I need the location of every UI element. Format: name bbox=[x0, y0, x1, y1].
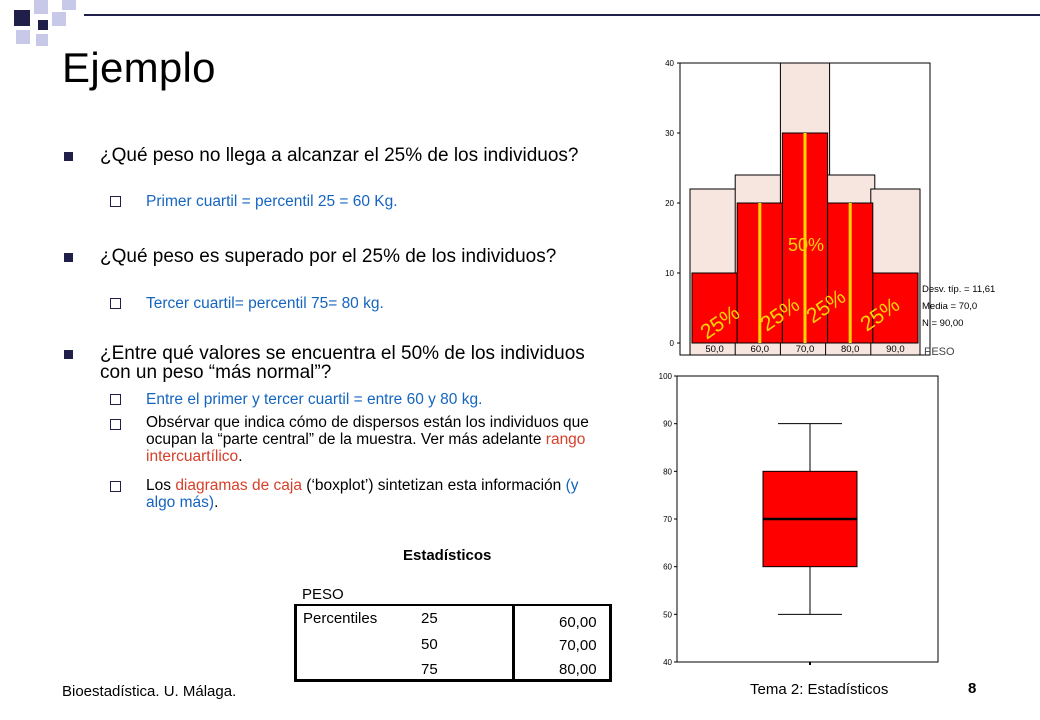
sub-bullet-3-3-highlight: diagramas de caja bbox=[175, 477, 302, 494]
corner-square-dark-1 bbox=[14, 10, 30, 26]
sub-bullet-3-2-end: . bbox=[238, 448, 243, 465]
hist-y-tick-label-40: 40 bbox=[665, 59, 674, 68]
sub-bullet-3-2-highlight: rango intercuartílico bbox=[146, 431, 586, 465]
box-y-tick-label-80: 80 bbox=[663, 467, 672, 477]
hist-y-tick-label-20: 20 bbox=[665, 199, 674, 208]
hist-x-tick-label-1: 60,0 bbox=[750, 344, 770, 355]
stats-table-p-75: 75 bbox=[421, 661, 438, 678]
corner-square-light-5 bbox=[36, 34, 48, 46]
hist-y-tick-label-30: 30 bbox=[665, 129, 674, 138]
sub-bullet-3-2 bbox=[146, 414, 591, 465]
bullet-2-text: ¿Qué peso es superado por el 25% de los individuos? bbox=[100, 246, 557, 267]
footer-source: Bioestadística. U. Málaga. bbox=[62, 683, 237, 700]
hist-y-tick-label-0: 0 bbox=[669, 339, 674, 348]
hist-x-label: PESO bbox=[924, 346, 955, 358]
corner-square-light-3 bbox=[16, 30, 30, 44]
bullet-marker-3 bbox=[64, 350, 73, 359]
box-y-tick-label-40: 40 bbox=[663, 658, 672, 667]
hist-x-tick-label-4: 90,0 bbox=[886, 344, 905, 355]
bullet-3-text: ¿Entre qué valores se encuentra el 50% de los individuos con un peso “más normal”? bbox=[100, 343, 585, 383]
stats-table-value-75: 80,00 bbox=[559, 661, 597, 678]
title-rule bbox=[84, 14, 1040, 16]
corner-square-dark-2 bbox=[38, 20, 48, 30]
hist-x-tick-label-2: 70,0 bbox=[795, 344, 815, 355]
footer-topic: Tema 2: Estadísticos bbox=[750, 681, 889, 698]
hist-legend-0: Desv. típ. = 11,61 bbox=[922, 284, 996, 295]
page-title: Ejemplo bbox=[62, 44, 216, 91]
sub-bullet-3-1: Entre el primer y tercer cuartil = entre 60 y 80 kg. bbox=[146, 391, 483, 408]
hist-annotation-25-0: 25% bbox=[696, 301, 745, 345]
hist-y-tick-label-10: 10 bbox=[665, 269, 674, 278]
stats-table-value-25: 60,00 bbox=[559, 614, 597, 631]
sub-bullet-3-3-blue: (y algo más) bbox=[146, 477, 579, 511]
hollow-square-icon bbox=[110, 481, 121, 492]
stats-table-divider bbox=[512, 606, 515, 682]
stats-table-p-25: 25 bbox=[421, 610, 438, 627]
hist-annotation-25-1: 25% bbox=[756, 293, 805, 337]
bullet-marker-1 bbox=[64, 152, 73, 161]
corner-square-light-1 bbox=[34, 0, 48, 14]
stats-table-p-50: 50 bbox=[421, 636, 438, 653]
sub-bullet-2-1: Tercer cuartil= percentil 75= 80 kg. bbox=[146, 295, 384, 312]
sub-bullet-1-1: Primer cuartil = percentil 25 = 60 Kg. bbox=[146, 193, 398, 210]
sub-bullet-3-3 bbox=[146, 477, 591, 511]
sub-bullet-3-2-text: Obsérvar que indica cómo de dispersos están los individuos que ocupan la “parte central” de la muestra. Ver más adelante bbox=[146, 414, 589, 448]
sub-bullet-3-3-text: Los bbox=[146, 477, 176, 494]
hollow-square-icon bbox=[110, 196, 121, 207]
hist-annotation-25-3: 25% bbox=[856, 293, 905, 337]
histogram-chart bbox=[660, 50, 1040, 370]
hist-x-tick-label-0: 50,0 bbox=[705, 344, 724, 355]
corner-square-light-4 bbox=[62, 0, 76, 10]
hist-legend-2: N = 90,00 bbox=[922, 318, 964, 329]
hollow-square-icon bbox=[110, 419, 121, 430]
hist-annotation-50: 50% bbox=[787, 235, 825, 255]
stats-table-title: Estadísticos bbox=[403, 547, 492, 564]
page-number: 8 bbox=[968, 680, 977, 697]
corner-square-light-2 bbox=[52, 12, 66, 26]
boxplot-chart bbox=[640, 364, 960, 674]
stats-table-variable: PESO bbox=[302, 586, 344, 603]
sub-bullet-3-3-mid: (‘boxplot’) sintetizan esta información bbox=[301, 477, 566, 494]
stats-table-row-label: Percentiles bbox=[303, 610, 378, 627]
hollow-square-icon bbox=[110, 394, 121, 405]
sub-bullet-3-3-end: . bbox=[214, 494, 219, 511]
hollow-square-icon bbox=[110, 298, 121, 309]
stats-table-value-50: 70,00 bbox=[559, 637, 597, 654]
stats-table bbox=[294, 604, 612, 682]
hist-legend-1: Media = 70,0 bbox=[922, 301, 978, 312]
box-y-tick-label-70: 70 bbox=[663, 515, 672, 524]
bullet-1-text: ¿Qué peso no llega a alcanzar el 25% de los individuos? bbox=[100, 145, 579, 166]
box-y-tick-label-100: 100 bbox=[658, 372, 672, 381]
box-y-tick-label-60: 60 bbox=[663, 562, 672, 572]
bullet-marker-2 bbox=[64, 253, 73, 262]
box-y-tick-label-90: 90 bbox=[663, 419, 672, 429]
box-y-tick-label-50: 50 bbox=[663, 610, 672, 620]
hist-x-tick-label-3: 80,0 bbox=[840, 344, 860, 355]
hist-annotation-25-2: 25% bbox=[802, 285, 851, 329]
